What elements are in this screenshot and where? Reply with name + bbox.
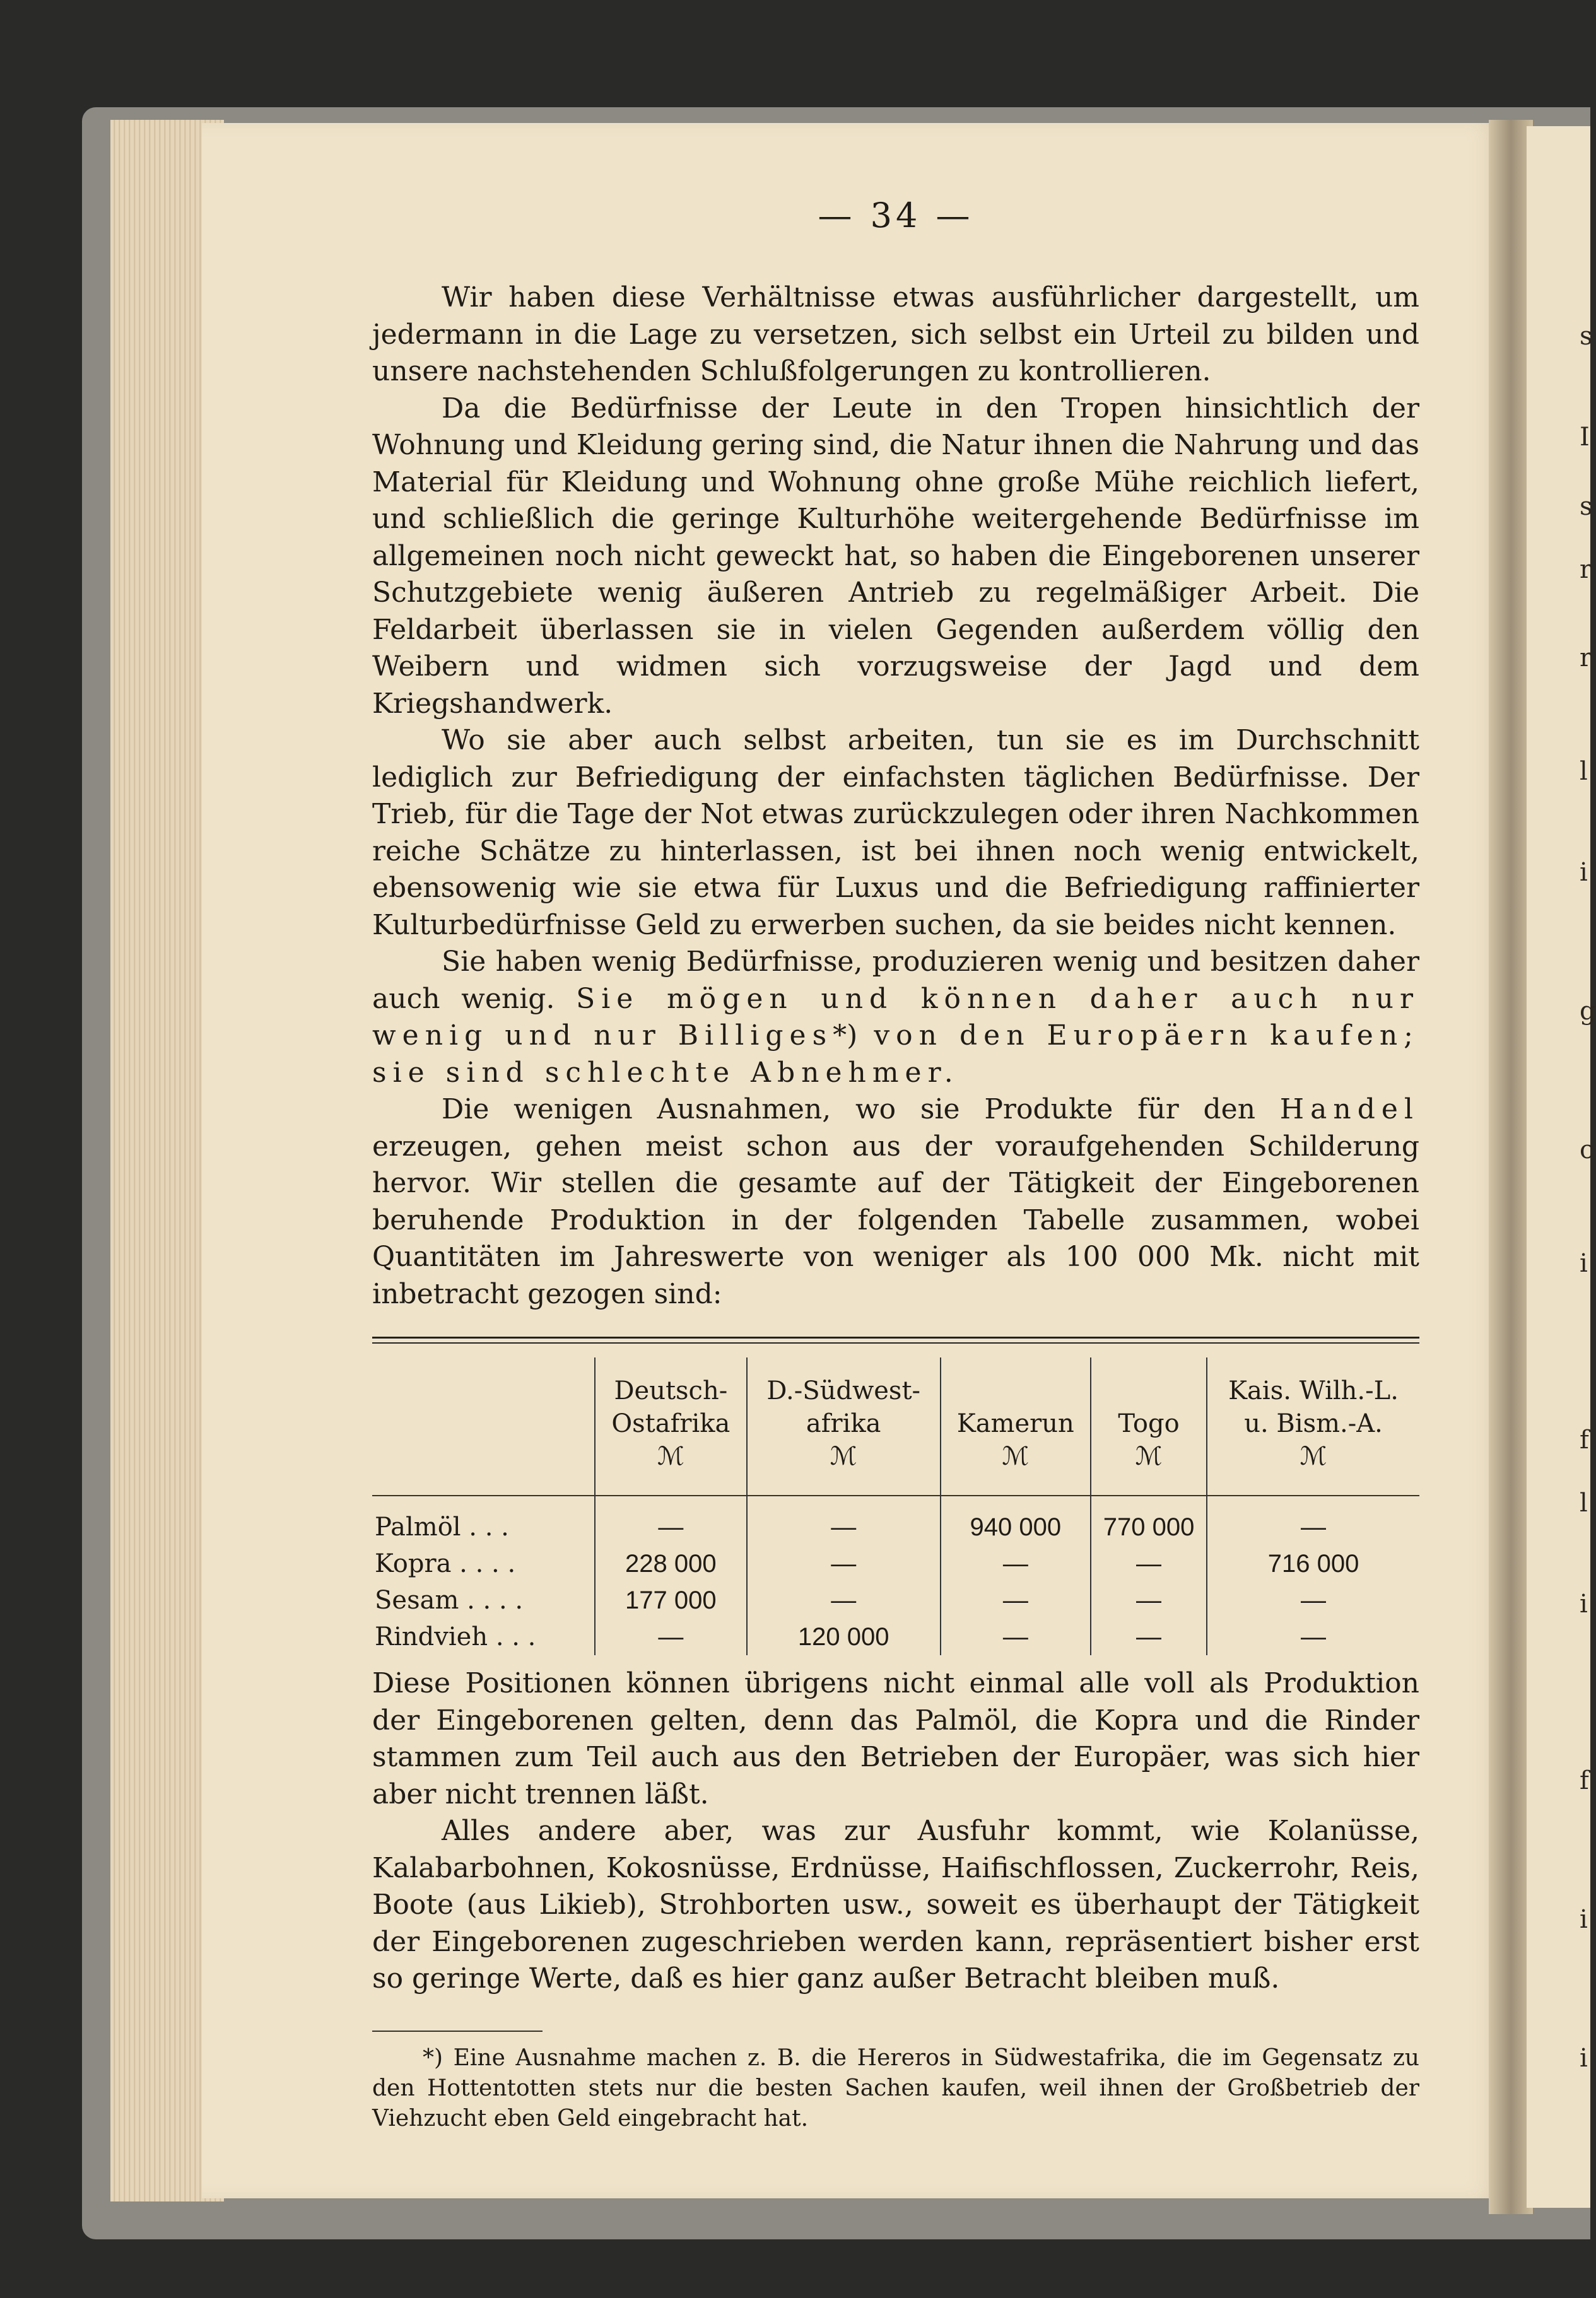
page-number: — 34 —: [818, 196, 974, 235]
adjacent-page-fragment: g: [1580, 997, 1596, 1026]
table-cell: —: [1091, 1619, 1207, 1655]
column-header: Togo ℳ: [1091, 1357, 1207, 1496]
currency-mark: ℳ: [1300, 1442, 1327, 1471]
adjacent-page-fragment: s: [1580, 492, 1593, 521]
paragraph: Diese Positionen können übrigens nicht einmal alle voll als Produktion der Eingeborenen gelten, denn das Palmöl, die Kopra und die Rinder stammen zum Teil auch aus den Betrieben der Europäer, was sich hier aber nicht trennen läßt.: [372, 1667, 1419, 1810]
table-row: [372, 1496, 1419, 1545]
adjacent-page-fragment: c: [1580, 1135, 1594, 1164]
paragraph: Da die Bedürfnisse der Leute in den Tropen hinsichtlich der Wohnung und Kleidung gering sind, die Natur ihnen die Nahrung und das Material für Kleidung und Wohnung ohne große Mühe reichlich liefert, und schließlich die geringe Kulturhöhe weitergehende Bedürfnisse im allgemeinen noch nicht geweckt hat, so haben die Eingeborenen unserer Schutzgebiete wenig äußeren Antrieb zu regelmäßiger Arbeit. Die Feldarbeit überlassen sie in vielen Gegenden außerdem völlig den Weibern und widmen sich vorzugsweise der Jagd und dem Kriegshandwerk.: [372, 392, 1419, 720]
row-label: Rindvieh . . .: [375, 1622, 536, 1651]
adjacent-page-fragment: I: [1580, 423, 1590, 452]
paragraph: Alles andere aber, was zur Ausfuhr kommt, wie Kolanüsse, Kalabarbohnen, Kokosnüsse, Erdnüsse, Haifischflossen, Zuckerrohr, Reis, Boote (aus Likieb), Strohborten usw., soweit es überhaupt der Tätigkeit der Eingeborenen zugeschrieben werden kann, repräsentiert bisher erst so geringe Werte, daß es hier ganz außer Betracht bleiben muß.: [372, 1815, 1419, 1995]
row-label: Palmöl . . .: [375, 1513, 509, 1542]
adjacent-page-fragment: r: [1580, 555, 1592, 584]
table-row: [372, 1619, 1419, 1655]
table-cell: 770 000: [1091, 1496, 1207, 1545]
paragraph: Wir haben diese Verhältnisse etwas ausführlicher dargestellt, um jedermann in die Lage zu versetzen, sich selbst ein Urteil zu bilden und unsere nachstehenden Schlußfolgerungen zu kontrollieren.: [372, 281, 1419, 387]
table-cell: —: [1207, 1496, 1419, 1545]
table-cell: —: [1091, 1545, 1207, 1582]
column-header: Kais. Wilh.-L. u. Bism.-A. ℳ: [1207, 1357, 1419, 1496]
table-cell: —: [1207, 1619, 1419, 1655]
paragraph-lead: Sie haben wenig Bedürfnisse, produzieren wenig und besitzen daher auch wenig.: [372, 946, 1419, 1015]
page-content: [372, 196, 1419, 2134]
table-header-row: [372, 1357, 1419, 1496]
adjacent-page-fragment: i: [1580, 858, 1588, 887]
paragraph: [372, 944, 1419, 1091]
footnote: *) Eine Ausnahme machen z. B. die Hereros in Südwestafrika, die im Gegensatz zu den Hottentotten stets nur die besten Sachen kaufen, weil ihnen der Großbetrieb der Viehzucht eben Geld eingebracht hat.: [372, 2044, 1419, 2131]
table-cell: —: [747, 1496, 941, 1545]
emphasized-text: von den Europäern kaufen; sie sind schlechte Abnehmer.: [372, 1019, 1419, 1089]
adjacent-page: [1527, 126, 1596, 2208]
adjacent-page-fragment: s: [1580, 322, 1593, 351]
table-cell: 177 000: [595, 1582, 747, 1619]
table-cell: —: [747, 1545, 941, 1582]
table-top-rule: [372, 1337, 1419, 1344]
table-cell: —: [1207, 1582, 1419, 1619]
adjacent-page-fragment: i: [1580, 1905, 1588, 1934]
paragraph: Wo sie aber auch selbst arbeiten, tun sie es im Durchschnitt lediglich zur Befriedigung der einfachsten täglichen Bedürfnisse. Der Trieb, für die Tage der Not etwas zurückzulegen oder ihren Nachkommen reiche Schätze zu hinterlassen, ist bei ihnen noch wenig entwickelt, ebensowenig wie sie etwa für Luxus und die Befriedigung raffinierter Kulturbedürfnisse Geld zu erwerben suchen, da sie beides nicht kennen.: [372, 724, 1419, 941]
row-label: Sesam . . . .: [375, 1586, 524, 1615]
adjacent-page-fragment: r: [1580, 643, 1592, 672]
column-header: Kamerun ℳ: [941, 1357, 1091, 1496]
adjacent-page-fragment: l: [1580, 1489, 1588, 1518]
column-header: Deutsch- Ostafrika ℳ: [595, 1357, 747, 1496]
paragraph-rest: erzeugen, gehen meist schon aus der voraufgehenden Schilderung hervor. Wir stellen die gesamte auf der Tätigkeit der Eingeborenen beruhende Produktion in der folgenden Tabelle zusammen, wobei Quantitäten im Jahreswerte von weniger als 100 000 Mk. nicht mit inbetracht gezogen sind:: [372, 1130, 1419, 1310]
currency-mark: ℳ: [1002, 1442, 1030, 1471]
table-cell: —: [941, 1545, 1091, 1582]
table-cell: —: [595, 1619, 747, 1655]
table-row: [372, 1545, 1419, 1582]
table-cell: —: [1091, 1582, 1207, 1619]
production-table: [372, 1357, 1419, 1655]
row-label: Kopra . . . .: [375, 1549, 516, 1578]
adjacent-page-fragment: i: [1580, 1249, 1588, 1278]
table-cell: 940 000: [941, 1496, 1091, 1545]
currency-mark: ℳ: [1135, 1442, 1163, 1471]
table-cell: 228 000: [595, 1545, 747, 1582]
emphasized-text: Sie mögen und können daher auch nur wenig und nur Billiges: [372, 982, 1419, 1052]
adjacent-page-fragment: i: [1580, 1590, 1588, 1619]
currency-mark: ℳ: [657, 1442, 684, 1471]
table-row: [372, 1582, 1419, 1619]
footnote-rule: [372, 2031, 543, 2032]
table-cell: 120 000: [747, 1619, 941, 1655]
table-cell: —: [747, 1582, 941, 1619]
table-cell: 716 000: [1207, 1545, 1419, 1582]
adjacent-page-fragment: f: [1580, 1426, 1589, 1455]
adjacent-page-fragment: i: [1580, 2044, 1588, 2073]
emphasized-text: Handel: [1279, 1093, 1419, 1125]
column-header: D.-Südwest- afrika ℳ: [747, 1357, 941, 1496]
currency-mark: ℳ: [830, 1442, 857, 1471]
paragraph: [372, 1091, 1419, 1313]
table-cell: —: [595, 1496, 747, 1545]
paragraph-lead: Die wenigen Ausnahmen, wo sie Produkte für den: [442, 1093, 1280, 1125]
table-header-blank: [372, 1357, 595, 1496]
adjacent-page-fragment: l: [1580, 757, 1588, 786]
footnote-mark: *): [833, 1019, 858, 1052]
table-cell: —: [941, 1619, 1091, 1655]
adjacent-page-fragment: f: [1580, 1766, 1589, 1795]
table-cell: —: [941, 1582, 1091, 1619]
